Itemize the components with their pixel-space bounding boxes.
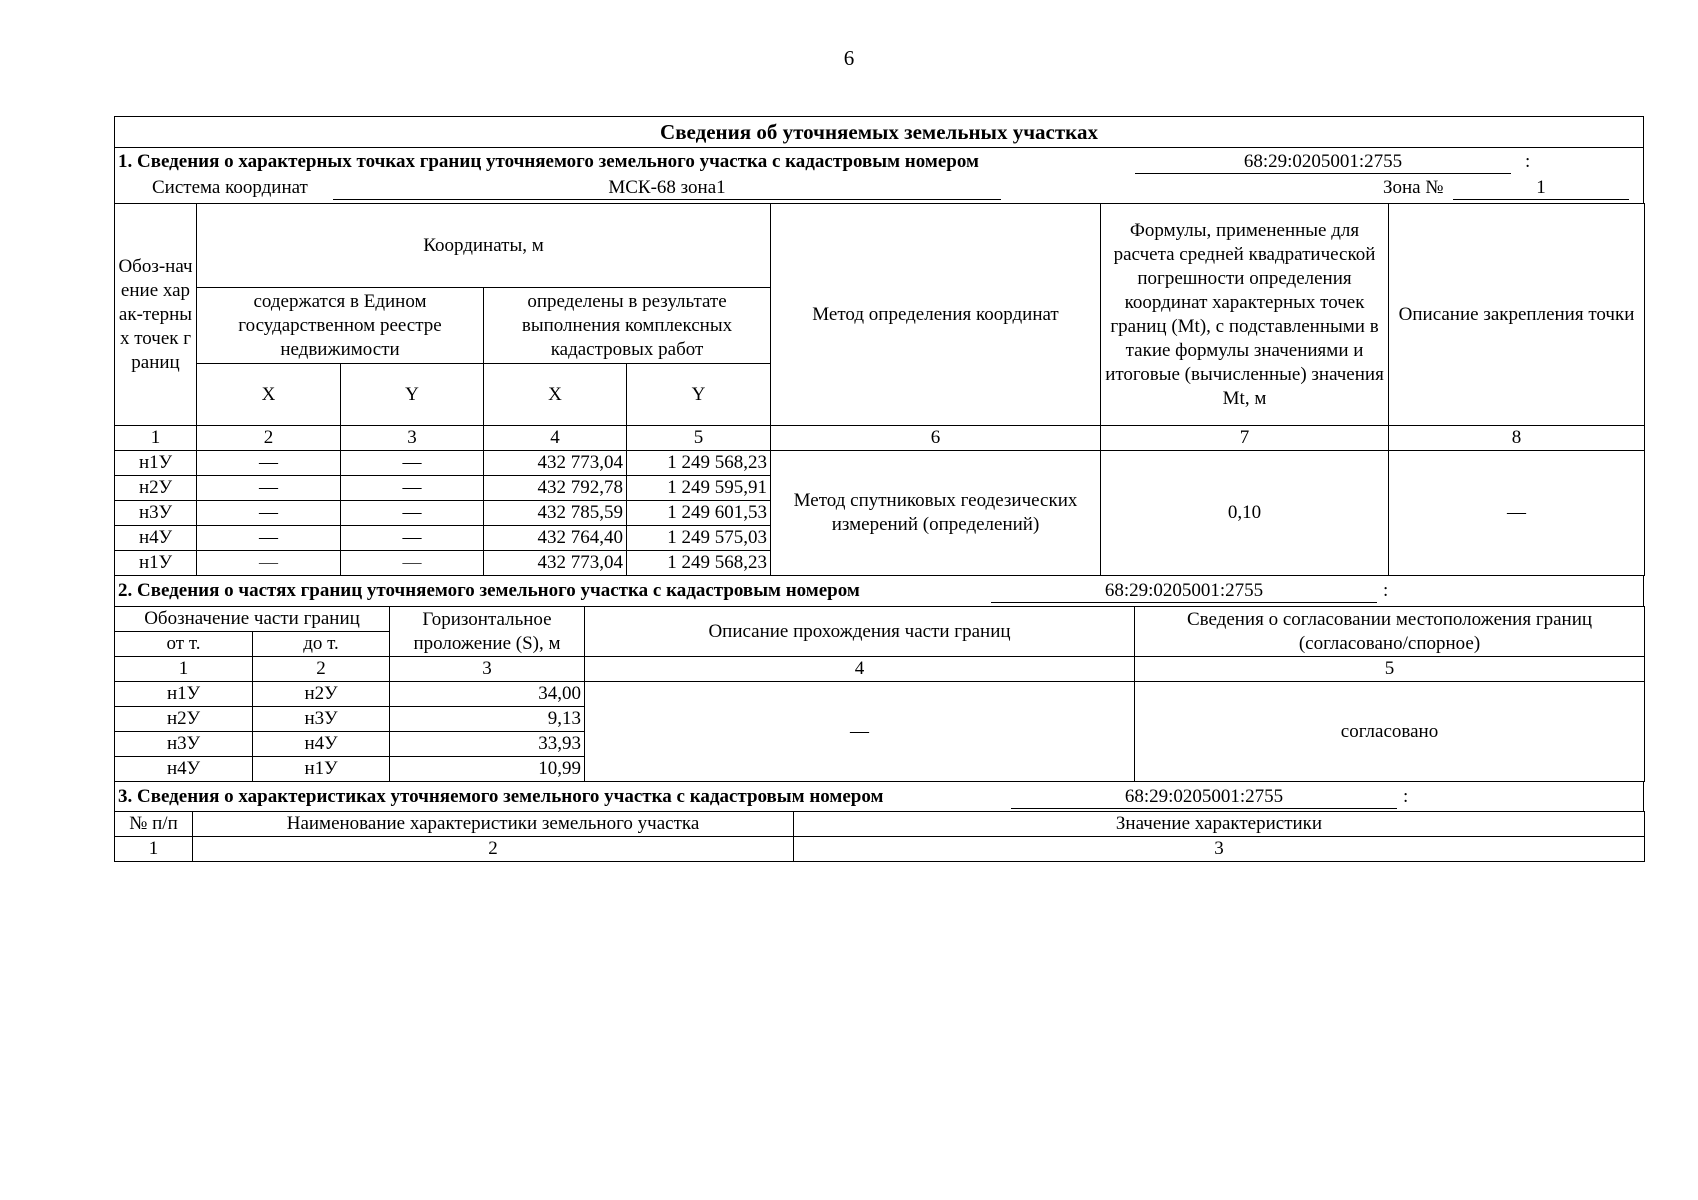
complex-x-header: X — [484, 364, 627, 426]
complex-header: определены в результате выполнения комплексных кадастровых работ — [484, 288, 771, 364]
boundary-parts-table — [114, 606, 1645, 782]
section3-heading: 3. Сведения о характеристиках уточняемого земельного участка с кадастровым номером — [118, 786, 884, 807]
col-number: 7 — [1101, 426, 1389, 451]
section1-cadastral: 68:29:0205001:2755 — [1135, 151, 1511, 174]
col-number: 3 — [390, 657, 585, 682]
fixing-value: — — [1389, 451, 1645, 576]
to-header: до т. — [253, 632, 390, 657]
point-header: Обоз-начение харак-терных точек границ — [115, 204, 197, 426]
table-row: н3У н4У 33,93 — [115, 732, 1645, 757]
page-number: 6 — [843, 46, 855, 70]
fixing-header: Описание закрепления точки — [1389, 204, 1645, 426]
col-number: 1 — [115, 426, 197, 451]
from-header: от т. — [115, 632, 253, 657]
col-number: 2 — [197, 426, 341, 451]
section3-heading-block: 3. Сведения о характеристиках уточняемого земельного участка с кадастровым номером 68:29:0205001:2755 : — [114, 782, 1644, 812]
characteristics-table — [114, 811, 1645, 862]
method-value: Метод спутниковых геодезических измерений (определений) — [771, 451, 1101, 576]
col-number: 2 — [253, 657, 390, 682]
col-number: 8 — [1389, 426, 1645, 451]
method-header: Метод определения координат — [771, 204, 1101, 426]
table-row: н1У — — 432 773,04 1 249 568,23 Метод спутниковых геодезических измерений (определений) 0,10 — — [115, 451, 1645, 476]
col-number: 1 — [115, 837, 193, 862]
agreement-header: Сведения о согласовании местоположения границ (согласовано/спорное) — [1135, 607, 1645, 657]
description-value: — — [585, 682, 1135, 782]
description-header: Описание прохождения части границ — [585, 607, 1135, 657]
col-number: 6 — [771, 426, 1101, 451]
main-title: Сведения об уточняемых земельных участках — [115, 117, 1644, 148]
section2-heading: 2. Сведения о частях границ уточняемого земельного участка с кадастровым номером — [118, 580, 860, 601]
col-number: 4 — [585, 657, 1135, 682]
egrn-header: содержатся в Едином государственном реестре недвижимости — [197, 288, 484, 364]
section1-heading: 1. Сведения о характерных точках границ уточняемого земельного участка с кадастровым номером — [118, 151, 979, 172]
section2-heading-block: 2. Сведения о частях границ уточняемого земельного участка с кадастровым номером 68:29:0205001:2755 : — [114, 576, 1644, 607]
table-row: н4У н1У 10,99 — [115, 757, 1645, 782]
table-row: н1У н2У 34,00 — согласовано — [115, 682, 1645, 707]
table-row: н2У н3У 9,13 — [115, 707, 1645, 732]
table-row: н2У — — 432 792,78 1 249 595,91 — [115, 476, 1645, 501]
table-row: н4У — — 432 764,40 1 249 575,03 — [115, 526, 1645, 551]
egrn-x-header: X — [197, 364, 341, 426]
section2-cadastral: 68:29:0205001:2755 — [991, 580, 1377, 603]
col-number: 5 — [1135, 657, 1645, 682]
document — [114, 116, 1644, 862]
col-number: 3 — [794, 837, 1645, 862]
zone-label: Зона № — [1383, 177, 1444, 198]
egrn-y-header: Y — [341, 364, 484, 426]
coord-system-value: МСК-68 зона1 — [333, 177, 1001, 200]
section3-cadastral: 68:29:0205001:2755 — [1011, 786, 1397, 809]
col-number: 3 — [341, 426, 484, 451]
value-header: Значение характеристики — [794, 812, 1645, 837]
title-table — [114, 116, 1644, 148]
points-table — [114, 203, 1645, 576]
horizontal-header: Горизонтальное проложение (S), м — [390, 607, 585, 657]
zone-value: 1 — [1453, 177, 1629, 200]
formula-header: Формулы, примененные для расчета средней квадратической погрешности определения координат характерных точек границ (Mt), с подставленными в такие формулы значениями и итоговые (вычисленные) значения Mt, м — [1101, 204, 1389, 426]
col-number: 5 — [627, 426, 771, 451]
col-number: 4 — [484, 426, 627, 451]
coords-header: Координаты, м — [197, 204, 771, 288]
coord-system-label: Система координат — [152, 177, 308, 198]
section1-heading-block: 1. Сведения о характерных точках границ уточняемого земельного участка с кадастровым номером 68:29:0205001:2755 : Система координат МСК-68 зона1 Зона № 1 — [114, 148, 1644, 204]
col-number: 2 — [193, 837, 794, 862]
complex-y-header: Y — [627, 364, 771, 426]
num-header: № п/п — [115, 812, 193, 837]
mt-value: 0,10 — [1101, 451, 1389, 576]
table-row: н3У — — 432 785,59 1 249 601,53 — [115, 501, 1645, 526]
part-header: Обозначение части границ — [115, 607, 390, 632]
col-number: 1 — [115, 657, 253, 682]
name-header: Наименование характеристики земельного участка — [193, 812, 794, 837]
table-row: н1У — — 432 773,04 1 249 568,23 — [115, 551, 1645, 576]
agreement-value: согласовано — [1135, 682, 1645, 782]
